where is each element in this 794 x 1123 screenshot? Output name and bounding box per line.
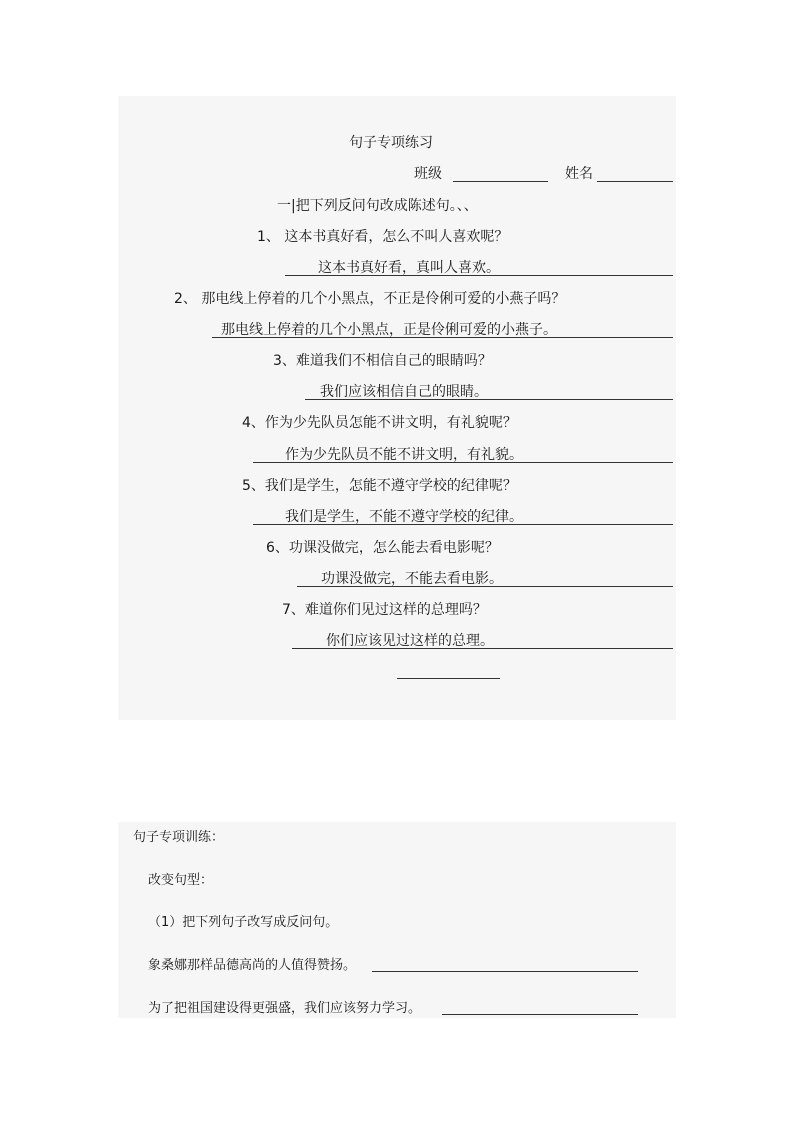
question-1: 1、 这本书真好看，怎么不叫人喜欢呢？	[257, 229, 509, 245]
name-label: 姓名	[565, 166, 593, 182]
answer-line-1	[285, 275, 673, 276]
question-2: 2、 那电线上停着的几个小黑点，不正是伶俐可爱的小燕子吗？	[174, 291, 566, 307]
answer-2: 那电线上停着的几个小黑点，正是伶俐可爱的小燕子。	[221, 322, 557, 338]
answer-line-2	[212, 337, 673, 338]
class-blank[interactable]	[453, 181, 548, 182]
question-7: 7、难道你们见过这样的总理吗？	[282, 602, 487, 618]
sentence-blank-2[interactable]	[442, 1014, 638, 1015]
worksheet-top-panel	[118, 96, 676, 720]
answer-line-6	[297, 586, 673, 587]
answer-7: 你们应该见过这样的总理。	[326, 633, 494, 649]
answer-6: 功课没做完，不能去看电影。	[321, 571, 503, 587]
answer-1: 这本书真好看，真叫人喜欢。	[318, 260, 500, 276]
sentence-blank-1[interactable]	[372, 971, 638, 972]
question-6: 6、功课没做完，怎么能去看电影呢？	[266, 540, 499, 556]
sentence-1: 象桑娜那样品德高尚的人值得赞扬。	[148, 958, 357, 973]
class-label: 班级	[414, 166, 442, 182]
section-heading: 一|把下列反问句改成陈述句。、、	[277, 198, 478, 214]
question-4: 4、作为少先队员怎能不讲文明，有礼貌呢？	[242, 415, 517, 431]
training-title: 句子专项训练：	[133, 830, 225, 845]
answer-3: 我们应该相信自己的眼睛。	[320, 384, 488, 400]
question-5: 5、我们是学生，怎能不遵守学校的纪律呢？	[242, 478, 517, 494]
sentence-2: 为了把祖国建设得更强盛，我们应该努力学习。	[148, 1001, 422, 1016]
answer-line-5	[253, 524, 673, 525]
answer-line-3	[305, 399, 673, 400]
question-3: 3、难道我们不相信自己的眼睛吗？	[273, 353, 492, 369]
answer-line-7	[292, 648, 673, 649]
answer-line-4	[253, 462, 673, 463]
answer-5: 我们是学生，不能不遵守学校的纪律。	[285, 509, 523, 525]
name-blank[interactable]	[597, 181, 673, 182]
worksheet-title: 句子专项练习	[349, 135, 433, 151]
training-instruction: （1）把下列句子改写成反问句。	[148, 915, 339, 930]
training-subtitle: 改变句型：	[148, 873, 214, 888]
end-rule	[397, 678, 500, 679]
answer-4: 作为少先队员不能不讲文明，有礼貌。	[285, 447, 523, 463]
